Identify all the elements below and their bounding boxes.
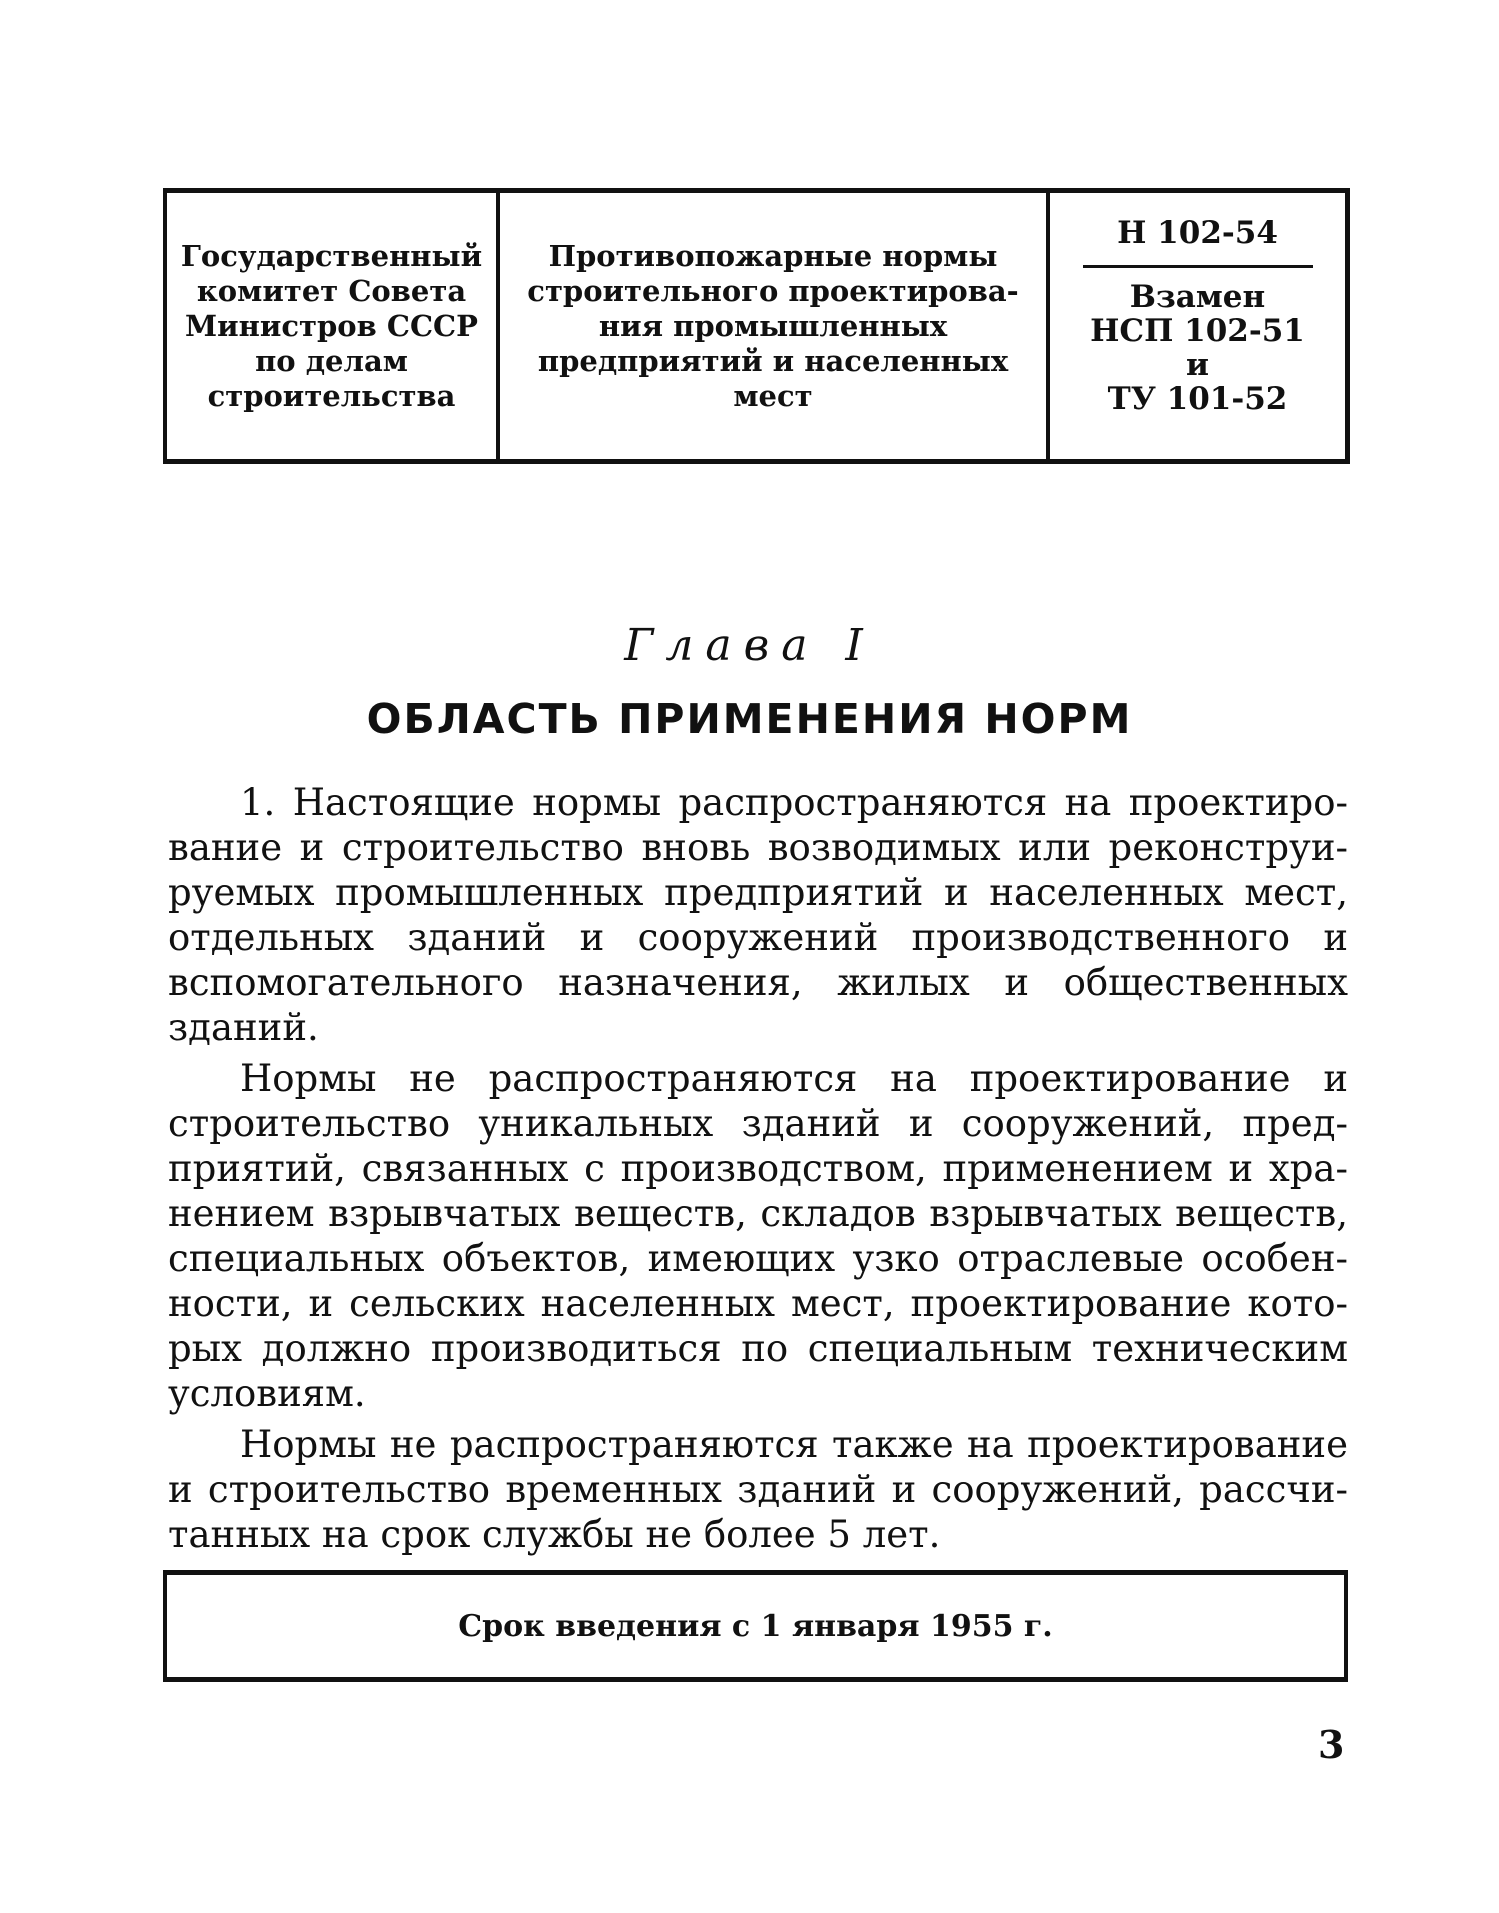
issuer-line: комитет Совета [196,273,467,308]
text-line: Нормы не распространяются на проектирование и [240,1057,1348,1100]
code-cell [1050,193,1350,459]
paragraph [168,780,1348,1050]
title-line: мест [733,378,813,413]
text-line: вспомогательного назначения, жилых и общественных [168,961,1348,1004]
text-line: руемых промышленных предприятий и населенных мест, [168,871,1348,914]
document-title-cell [500,193,1050,459]
issuer-line: Государственный [180,238,483,273]
replaces-line: и [1186,347,1209,383]
replaces-block [1090,280,1305,416]
document-code: Н 102-54 [1083,215,1313,268]
text-line: условиям. [168,1372,366,1415]
text-line: Нормы не распространяются также на проектирование [240,1423,1348,1466]
page-number: 3 [1318,1722,1345,1767]
text-line: вание и строительство вновь возводимых или реконструи- [168,826,1348,869]
text-line: нением взрывчатых веществ, складов взрывчатых веществ, [168,1192,1348,1235]
text-line: рых должно производиться по специальным техническим [168,1327,1348,1370]
issuer-line: Министров СССР [185,308,478,343]
title-line: Противопожарные нормы [548,238,998,273]
effective-date-box [163,1570,1348,1682]
text-line: и строительство временных зданий и сооружений, рассчи- [168,1468,1348,1511]
issuer-cell [163,193,500,459]
text-line: отдельных зданий и сооружений производственного и [168,916,1348,959]
chapter-label: Глава I [624,620,875,671]
title-line: предприятий и населенных [537,343,1009,378]
body-text [168,780,1348,1563]
text-line: приятий, связанных с производством, применением и хра- [168,1147,1348,1190]
replaces-line: ТУ 101-52 [1107,381,1288,417]
effective-date: Срок введения с 1 января 1955 г. [458,1608,1053,1644]
text-line: 1. Настоящие нормы распространяются на проектиро- [240,781,1348,824]
title-line: строительного проектирова- [527,273,1019,308]
chapter-title: ОБЛАСТЬ ПРИМЕНЕНИЯ НОРМ [366,695,1133,743]
issuer-line: по делам [255,343,408,378]
replaces-line: Взамен [1129,279,1266,315]
text-line: танных на срок службы не более 5 лет. [168,1513,941,1556]
text-line: ности, и сельских населенных мест, проектирование кото- [168,1282,1348,1325]
issuer-line: строительства [207,378,456,413]
paragraph [168,1422,1348,1557]
text-line: специальных объектов, имеющих узко отраслевые особен- [168,1237,1348,1280]
text-line: зданий. [168,1006,319,1049]
paragraph [168,1056,1348,1416]
text-line: строительство уникальных зданий и сооружений, пред- [168,1102,1348,1145]
replaces-line: НСП 102-51 [1090,313,1305,349]
header-table [163,188,1350,464]
title-line: ния промышленных [598,308,948,343]
